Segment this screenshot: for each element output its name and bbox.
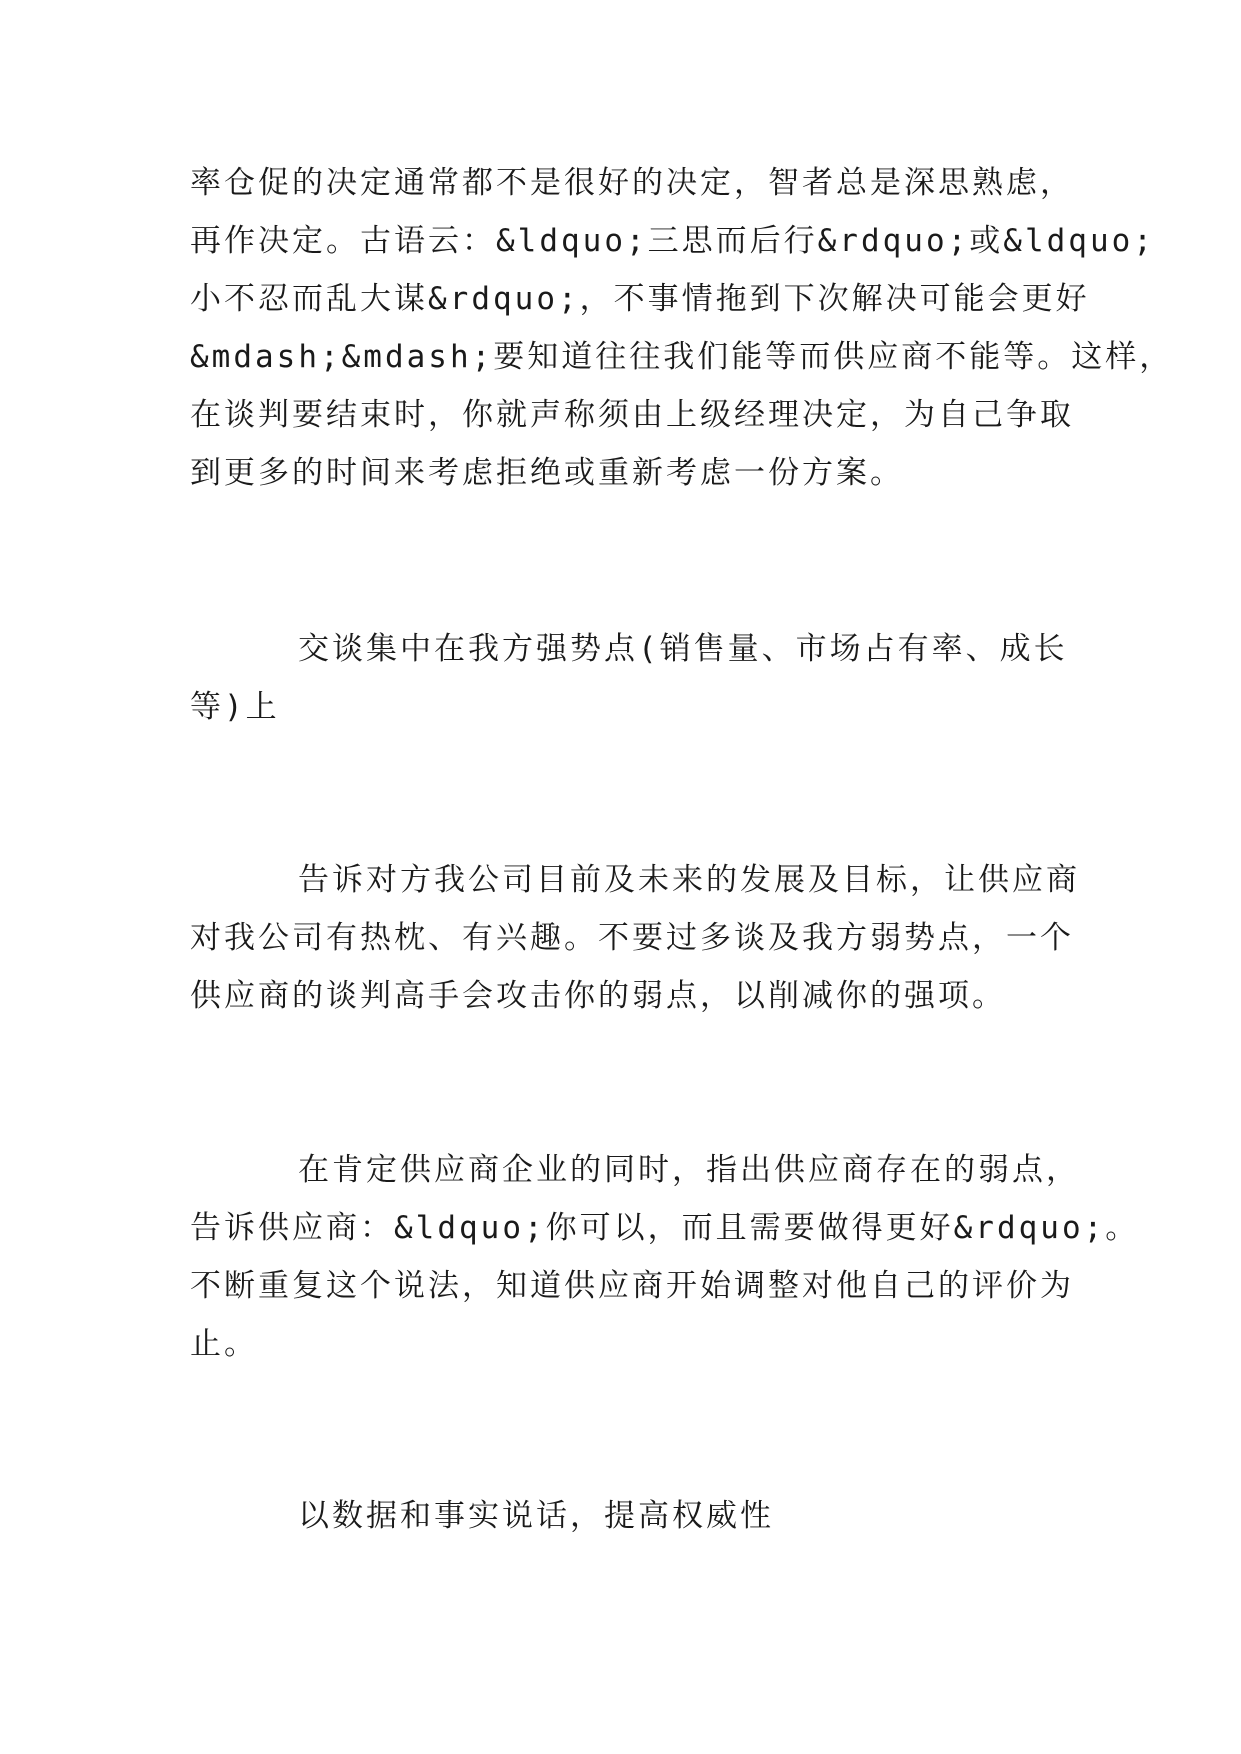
- paragraph-line: 告诉供应商：&ldquo;你可以，而且需要做得更好&rdquo;。: [190, 1210, 1140, 1246]
- paragraph-line: 在谈判要结束时，你就声称须由上级经理决定，为自己争取: [190, 397, 1074, 433]
- paragraph-line: 不断重复这个说法，知道供应商开始调整对他自己的评价为: [190, 1268, 1074, 1304]
- paragraph-line: 小不忍而乱大谋&rdquo;，不事情拖到下次解决可能会更好: [190, 281, 1090, 317]
- paragraph-line: &mdash;&mdash;要知道往往我们能等而供应商不能等。这样，: [190, 339, 1174, 375]
- paragraph-5: [190, 1487, 1070, 1545]
- paragraph-line: 告诉对方我公司目前及未来的发展及目标，让供应商: [298, 862, 1080, 898]
- paragraph-line: 在肯定供应商企业的同时，指出供应商存在的弱点，: [298, 1152, 1080, 1188]
- paragraph-line: 止。: [190, 1326, 258, 1362]
- paragraph-line: 供应商的谈判高手会攻击你的弱点，以削减你的强项。: [190, 978, 1006, 1014]
- paragraph-4: [190, 1141, 1140, 1373]
- paragraph-line: 再作决定。古语云：&ldquo;三思而后行&rdquo;或&ldquo;: [190, 223, 1155, 259]
- paragraph-2: [190, 620, 1070, 736]
- paragraph-line: 率仓促的决定通常都不是很好的决定，智者总是深思熟虑，: [190, 165, 1074, 201]
- paragraph-line: 等)上: [190, 689, 280, 725]
- paragraph-line: 以数据和事实说话，提高权威性: [298, 1498, 774, 1534]
- paragraph-1: [190, 154, 1174, 502]
- paragraph-line: 交谈集中在我方强势点(销售量、市场占有率、成长: [298, 631, 1068, 667]
- paragraph-line: 到更多的时间来考虑拒绝或重新考虑一份方案。: [190, 455, 904, 491]
- paragraph-line: 对我公司有热枕、有兴趣。不要过多谈及我方弱势点，一个: [190, 920, 1074, 956]
- paragraph-3: [190, 851, 1080, 1025]
